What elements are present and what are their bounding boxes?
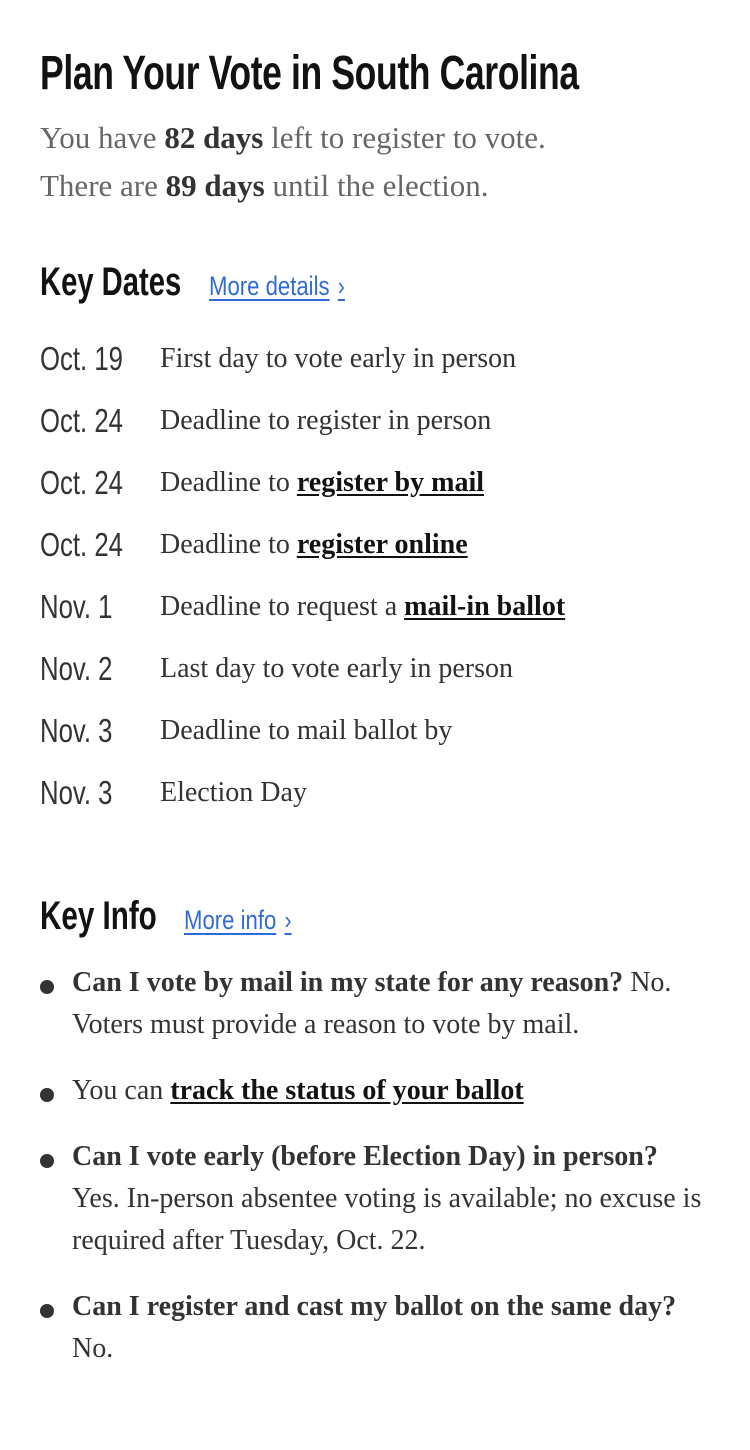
key-dates-list: [40, 328, 720, 824]
chevron-right-icon: ›: [284, 905, 292, 935]
info-question: Can I vote early (before Election Day) in person?: [72, 1141, 658, 1172]
election-countdown-suffix: until the election.: [264, 168, 489, 203]
date-row: [40, 762, 720, 824]
list-item: [40, 1070, 710, 1112]
info-prefix: You can: [72, 1075, 171, 1106]
chevron-right-icon: ›: [338, 271, 346, 301]
date-event: [160, 529, 468, 561]
info-question: Can I register and cast my ballot on the same day?: [72, 1291, 677, 1322]
info-question: Can I vote by mail in my state for any reason?: [72, 967, 624, 998]
key-info-list: [40, 962, 710, 1394]
date-event-text: Deadline to register in person: [160, 405, 492, 436]
info-answer: No. Voters must provide a reason to vote by mail.: [72, 967, 672, 1040]
mail-in-ballot-link[interactable]: mail-in ballot: [404, 591, 566, 622]
more-details-label: More details: [209, 271, 331, 301]
more-info-link[interactable]: [184, 905, 292, 936]
date-label: Nov. 2: [40, 650, 113, 687]
date-row: [40, 452, 720, 514]
election-countdown-prefix: There are: [40, 168, 166, 203]
election-countdown: [40, 162, 720, 210]
key-info-header: [40, 890, 315, 942]
register-countdown: [40, 114, 720, 162]
bullet-icon: [40, 1088, 54, 1102]
date-event-text: Deadline to request a: [160, 591, 405, 622]
date-event-text: Deadline to mail ballot by: [160, 715, 453, 746]
date-row: [40, 638, 720, 700]
date-label: Nov. 1: [40, 588, 113, 625]
list-item: [40, 962, 710, 1046]
page-title: Plan Your Vote in South Carolina: [40, 47, 579, 100]
date-event: [160, 653, 513, 685]
key-info-heading: Key Info: [40, 894, 157, 938]
date-event: [160, 467, 484, 499]
date-event-text: Deadline to: [160, 467, 297, 498]
date-event: [160, 715, 452, 747]
bullet-icon: [40, 1154, 54, 1168]
date-row: [40, 328, 720, 390]
date-event: [160, 777, 307, 809]
date-event: [160, 591, 565, 623]
date-event: [160, 343, 516, 375]
bullet-icon: [40, 1304, 54, 1318]
key-dates-heading: Key Dates: [40, 260, 182, 304]
bullet-icon: [40, 980, 54, 994]
date-label: Oct. 24: [40, 464, 123, 501]
register-by-mail-link[interactable]: register by mail: [296, 467, 484, 498]
register-countdown-suffix: left to register to vote.: [263, 120, 546, 155]
date-event-text: Deadline to: [160, 529, 297, 560]
date-label: Oct. 24: [40, 526, 123, 563]
register-countdown-prefix: You have: [40, 120, 165, 155]
more-info-label: More info: [183, 905, 277, 935]
date-label: Nov. 3: [40, 712, 113, 749]
register-online-link[interactable]: register online: [296, 529, 468, 560]
date-event-text: Election Day: [160, 777, 307, 808]
date-label: Oct. 19: [40, 340, 123, 377]
key-dates-header: [40, 256, 375, 308]
more-details-link[interactable]: [209, 271, 345, 302]
list-item: [40, 1286, 710, 1370]
date-event-text: Last day to vote early in person: [160, 653, 514, 684]
list-item: [40, 1136, 710, 1262]
info-answer: Yes. In-person absentee voting is available; no excuse is required after Tuesday, Oct. 22.: [72, 1183, 702, 1256]
date-event: [160, 405, 491, 437]
track-ballot-link[interactable]: track the status of your ballot: [170, 1075, 524, 1106]
info-answer: No.: [72, 1333, 114, 1364]
date-row: [40, 576, 720, 638]
date-label: Nov. 3: [40, 774, 113, 811]
date-label: Oct. 24: [40, 402, 123, 439]
date-event-text: First day to vote early in person: [160, 343, 517, 374]
date-row: [40, 700, 720, 762]
date-row: [40, 514, 720, 576]
election-days-count: 89 days: [165, 168, 265, 203]
countdown-summary: [40, 114, 720, 210]
date-row: [40, 390, 720, 452]
register-days-count: 82 days: [164, 120, 264, 155]
